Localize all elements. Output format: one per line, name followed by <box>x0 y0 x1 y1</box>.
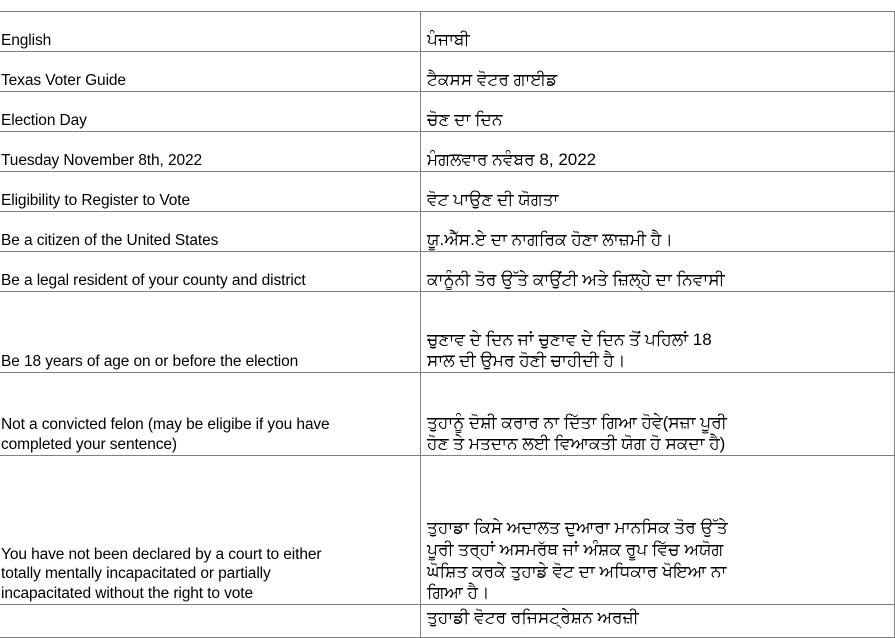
cell-english-next-row-clipped <box>0 605 421 638</box>
table-row <box>0 92 895 132</box>
cell-english-election-day: Election Day <box>0 92 421 132</box>
cell-english-election-date: Tuesday November 8th, 2022 <box>0 132 421 172</box>
cell-punjabi-residency-requirement: ਕਾਨੂੰਨੀ ਤੋਰ ਉੱਤੇ ਕਾਉਂਟੀ ਅਤੇ ਜ਼ਿਲ੍ਹੇ ਦਾ ਨਿਵਾਸੀ <box>421 252 895 292</box>
table-row <box>0 456 895 605</box>
text-line: ਘੋਸ਼ਿਤ ਕਰਕੇ ਤੁਹਾਡੇ ਵੋਟ ਦਾ ਅਧਿਕਾਰ ਖੋਇਆ ਨਾ <box>427 561 727 581</box>
text-line: ਤੁਹਾਨੂੰ ਦੋਸ਼ੀ ਕਰਾਰ ਨਾ ਦਿੱਤਾ ਗਿਆ ਹੋਵੇ(ਸਜ਼ਾ ਪੂਰੀ <box>427 412 727 432</box>
voter-guide-document <box>0 11 894 638</box>
table-row <box>0 252 895 292</box>
text-line: ਚੁਣਾਵ ਦੇ ਦਿਨ ਜਾਂ ਚੁਣਾਵ ਦੇ ਦਿਨ ਤੋਂ ਪਹਿਲਾਂ 18 <box>427 329 712 349</box>
cell-punjabi-election-day: ਚੋਣ ਦਾ ਦਿਨ <box>421 92 895 132</box>
cell-english-citizenship-requirement: Be a citizen of the United States <box>0 212 421 252</box>
table-row <box>0 12 895 52</box>
text-line: Not a convicted felon (may be eligibe if you have <box>1 416 330 434</box>
cell-english-residency-requirement: Be a legal resident of your county and district <box>0 252 421 292</box>
cell-english-felony-requirement <box>0 373 421 456</box>
cell-punjabi-citizenship-requirement: ਯੂ.ਐੱਸ.ਏ ਦਾ ਨਾਗਰਿਕ ਹੋਣਾ ਲਾਜ਼ਮੀ ਹੈ। <box>421 212 895 252</box>
text-line: totally mentally incapacitated or partially <box>1 565 271 583</box>
bilingual-guide-table <box>0 11 895 638</box>
text-line: ਸਾਲ ਦੀ ਉਮਰ ਹੋਣੀ ਚਾਹੀਦੀ ਹੈ। <box>427 351 626 371</box>
cell-punjabi-mental-capacity-requirement <box>421 456 895 605</box>
table-row-partially-visible <box>0 605 895 638</box>
text-line: ਪੂਰੀ ਤਰ੍ਹਾਂ ਅਸਮਰੱਥ ਜਾਂ ਅੰਸ਼ਕ ਰੂਪ ਵਿੱਚ ਅਯੋਗ <box>427 539 724 559</box>
table-row <box>0 373 895 456</box>
text-line: You have not been declared by a court to either <box>1 545 322 563</box>
text-line: incapacitated without the right to vote <box>1 585 254 603</box>
cell-punjabi-age-requirement <box>421 292 895 373</box>
text-line: ਹੋਣ ਤੇ ਮਤਦਾਨ ਲਈ ਵਿਆਕਤੀ ਯੋਗ ਹੋ ਸਕਦਾ ਹੈ) <box>427 434 726 454</box>
table-row <box>0 172 895 212</box>
cell-english-age-requirement: Be 18 years of age on or before the election <box>0 292 421 373</box>
text-line: ਗਿਆ ਹੈ। <box>427 583 490 603</box>
cell-punjabi-felony-requirement <box>421 373 895 456</box>
table-row <box>0 52 895 92</box>
cell-punjabi-guide-title: ਟੈਕਸਸ ਵੋਟਰ ਗਾਈਡ <box>421 52 895 92</box>
table-row <box>0 132 895 172</box>
text-line: completed your sentence) <box>1 436 177 454</box>
table-body <box>0 12 895 638</box>
cell-english-mental-capacity-requirement <box>0 456 421 605</box>
cell-punjabi-election-date: ਮੰਗਲਵਾਰ ਨਵੰਬਰ 8, 2022 <box>421 132 895 172</box>
cell-punjabi-eligibility-heading: ਵੋਟ ਪਾਉਣ ਦੀ ਯੋਗਤਾ <box>421 172 895 212</box>
table-row <box>0 212 895 252</box>
cell-punjabi-language-label: ਪੰਜਾਬੀ <box>421 12 895 52</box>
table-row <box>0 292 895 373</box>
cell-english-language-label: English <box>0 12 421 52</box>
cell-punjabi-next-row-clipped: ਤੁਹਾਡੀ ਵੋਟਰ ਰਜਿਸਟ੍ਰੇਸ਼ਨ ਅਰਜ਼ੀ <box>421 605 895 638</box>
cell-english-eligibility-heading: Eligibility to Register to Vote <box>0 172 421 212</box>
cell-english-guide-title: Texas Voter Guide <box>0 52 421 92</box>
text-line: ਤੁਹਾਡਾ ਕਿਸੇ ਅਦਾਲਤ ਦੁਆਰਾ ਮਾਨਸਿਕ ਤੋਰ ਉੱਤੇ <box>427 518 728 537</box>
